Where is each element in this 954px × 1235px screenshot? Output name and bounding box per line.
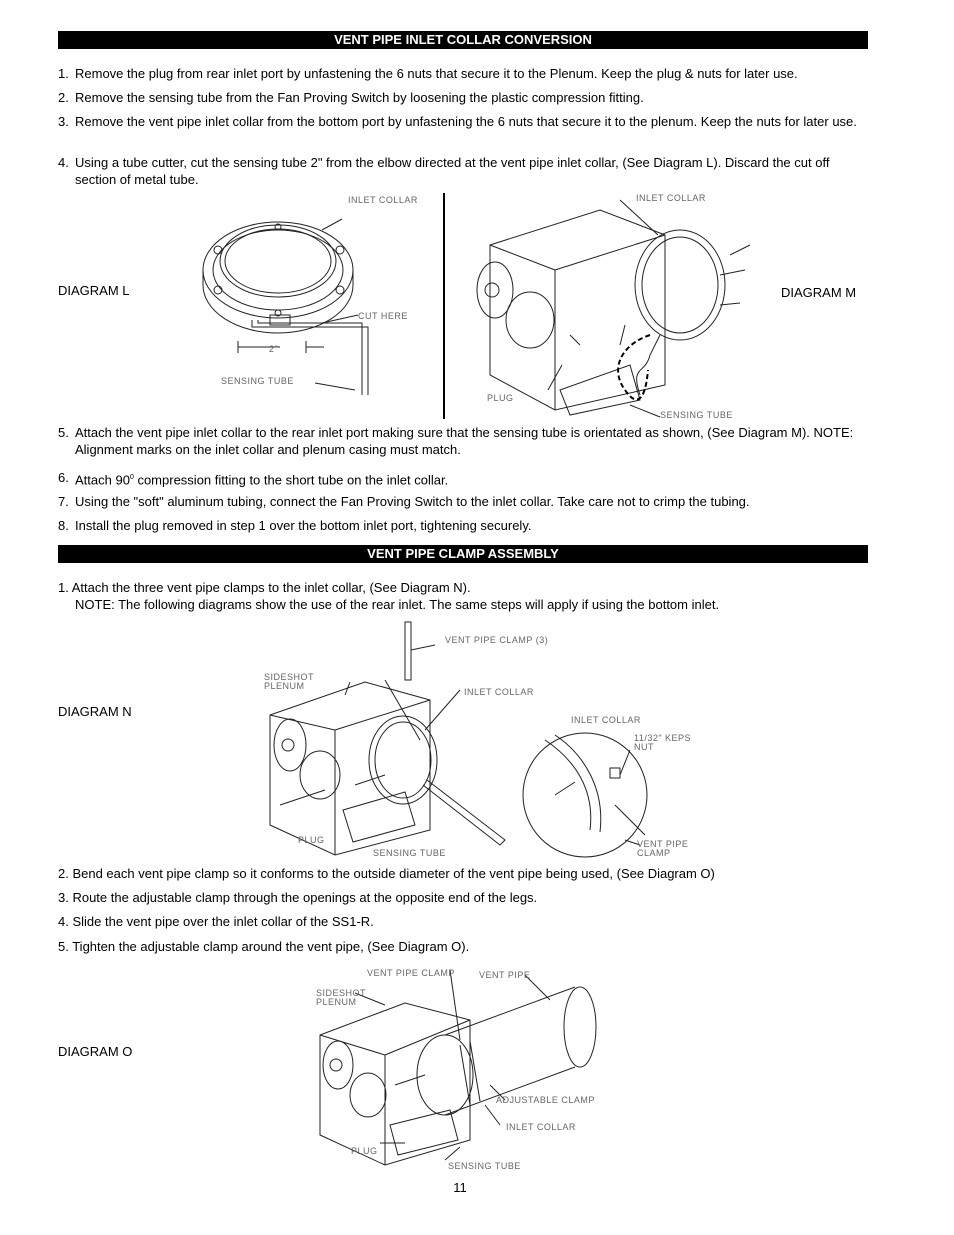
diagram-n-sensing-tube-caption: SENSING TUBE [373, 848, 446, 858]
step-text: Using the "soft" aluminum tubing, connect the Fan Proving Switch to the inlet collar. Take care not to crimp the tubing. [75, 494, 750, 509]
clamp-step-1-note: NOTE: The following diagrams show the use of the rear inlet. The same steps will apply if using the bottom inlet. [75, 597, 720, 612]
diagram-o-vent-pipe-clamp-caption: VENT PIPE CLAMP [367, 968, 455, 978]
diagram-m-label: DIAGRAM M [781, 285, 857, 300]
diagram-o-adjustable-clamp-caption: ADJUSTABLE CLAMP [496, 1095, 595, 1105]
diagram-n-keps-caption-1: 11/32" KEPS [634, 733, 692, 743]
diagram-n-plug-caption: PLUG [298, 835, 325, 845]
diagram-o-sideshot-caption-2: PLENUM [316, 997, 357, 1007]
step-text: Remove the sensing tube from the Fan Proving Switch by loosening the plastic compression fitting. [75, 90, 644, 105]
step-number: 4. [58, 155, 69, 170]
diagram-n-vp-clamp-caption-1: VENT PIPE [637, 839, 689, 849]
diagram-n-vent-pipe-clamp-caption: VENT PIPE CLAMP (3) [445, 635, 549, 645]
step-text: Using a tube cutter, cut the sensing tube 2" from the elbow directed at the vent pipe inlet collar, (See Diagram L). Discard the cut off section of metal tube. [75, 155, 830, 187]
section-title-inlet-collar-conversion: VENT PIPE INLET COLLAR CONVERSION [58, 31, 868, 49]
diagram-n-label: DIAGRAM N [58, 704, 132, 719]
clamp-step-2: 2. Bend each vent pipe clamp so it conforms to the outside diameter of the vent pipe being used, (See Diagram O) [58, 866, 715, 881]
step-number: 5. [58, 425, 69, 440]
degree-superscript: 0 [129, 474, 134, 481]
diagram-n-sideshot-caption-2: PLENUM [264, 681, 305, 691]
step-text: Install the plug removed in step 1 over the bottom inlet port, tightening securely. [75, 518, 532, 533]
diagram-l-sensing-tube-caption: SENSING TUBE [221, 376, 294, 386]
diagram-n-keps-caption-2: NUT [634, 742, 654, 752]
clamp-step-3: 3. Route the adjustable clamp through the openings at the opposite end of the legs. [58, 890, 538, 905]
step-number: 8. [58, 518, 69, 533]
step-text: Attach the vent pipe inlet collar to the rear inlet port making sure that the sensing tube is orientated as shown, (See Diagram M). NOTE: Alignment marks on the inlet collar and plenum casing must match. [75, 425, 854, 457]
page-number: 11 [453, 1180, 467, 1195]
diagram-l-label: DIAGRAM L [58, 283, 130, 298]
step-number: 7. [58, 494, 69, 509]
step-text: Remove the vent pipe inlet collar from the bottom port by unfastening the 6 nuts that secure it to the plenum. Keep the nuts for later use. [75, 114, 857, 129]
diagram-o-sensing-tube-caption: SENSING TUBE [448, 1161, 521, 1171]
diagram-m-drawing [470, 195, 770, 420]
step-text: Remove the plug from rear inlet port by unfastening the 6 nuts that secure it to the Plenum. Keep the plug & nuts for later use. [75, 66, 798, 81]
clamp-step-1: 1. Attach the three vent pipe clamps to the inlet collar, (See Diagram N). [58, 580, 471, 595]
diagram-l-cut-here-caption: CUT HERE [358, 311, 408, 321]
section-title-vent-pipe-clamp-assembly: VENT PIPE CLAMP ASSEMBLY [58, 545, 868, 563]
diagram-n-vp-clamp-caption-2: CLAMP [637, 848, 671, 858]
diagram-o-vent-pipe-caption: VENT PIPE [479, 970, 531, 980]
diagram-o-sideshot-caption-1: SIDESHOT [316, 988, 367, 998]
step-number: 6. [58, 470, 69, 485]
step-number: 2. [58, 90, 69, 105]
clamp-step-4: 4. Slide the vent pipe over the inlet collar of the SS1-R. [58, 914, 374, 929]
diagram-divider [443, 193, 445, 419]
diagram-l-inlet-collar-caption: INLET COLLAR [348, 195, 418, 205]
diagram-o-plug-caption: PLUG [351, 1146, 378, 1156]
diagram-m-inlet-collar-caption: INLET COLLAR [636, 193, 706, 203]
clamp-step-5: 5. Tighten the adjustable clamp around the vent pipe, (See Diagram O). [58, 939, 470, 954]
diagram-o-inlet-collar-caption: INLET COLLAR [506, 1122, 576, 1132]
diagram-n-sideshot-caption-1: SIDESHOT [264, 672, 315, 682]
diagram-o-label: DIAGRAM O [58, 1044, 133, 1059]
diagram-m-sensing-tube-caption: SENSING TUBE [660, 410, 733, 420]
step-number: 3. [58, 114, 69, 129]
diagram-l-dimension-caption: 2" [269, 344, 279, 354]
step-number: 1. [58, 66, 69, 81]
step-text-b: compression fitting to the short tube on the inlet collar. [133, 472, 449, 488]
diagram-m-plug-caption: PLUG [487, 393, 514, 403]
step-text-a: Attach 90 [75, 472, 130, 488]
diagram-n-inlet-collar-caption: INLET COLLAR [464, 687, 534, 697]
diagram-n-detail-inlet-collar-caption: INLET COLLAR [571, 715, 641, 725]
